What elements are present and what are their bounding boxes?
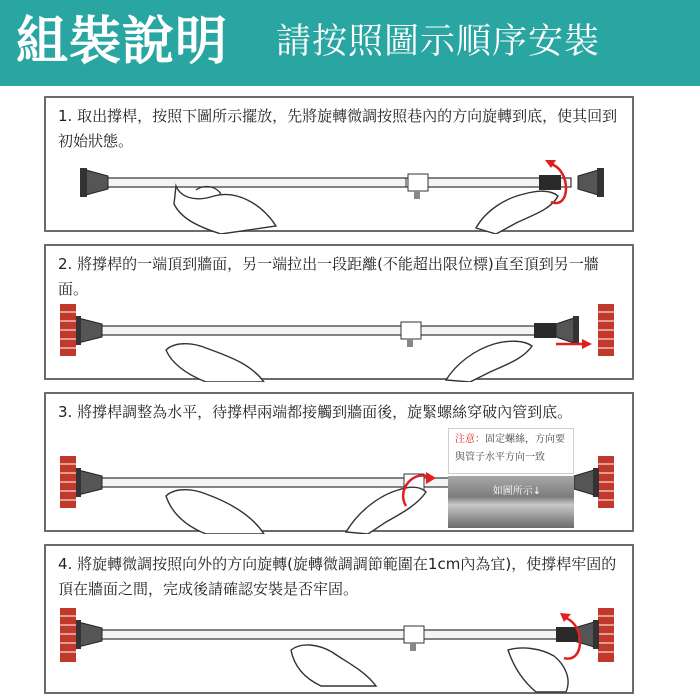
step-3-text: 3. 將撐桿調整為水平，待撐桿兩端都接觸到牆面後，旋緊螺絲穿破內管到底。	[58, 403, 573, 421]
step-2-text: 2. 將撐桿的一端頂到牆面，另一端拉出一段距離(不能超出限位標)直至頂到另一牆面。	[58, 255, 599, 298]
step-4-illustration	[46, 546, 636, 696]
step-2-illustration	[46, 246, 636, 382]
brick-wall-left	[60, 456, 76, 508]
page-subtitle: 請按照圖示順序安裝	[276, 22, 601, 62]
note-box	[448, 428, 574, 474]
page-title: 組裝說明	[16, 12, 229, 72]
step-1-text: 1. 取出撐桿，按照下圖所示擺放，先將旋轉微調按照巷內的方向旋轉到底，使其回到初始狀態。	[58, 107, 618, 150]
brick-wall-right	[598, 608, 614, 662]
note-text: 固定螺絲，方向要與管子水平方向一致	[455, 434, 565, 463]
photo-caption: 如圖所示↓	[492, 486, 542, 497]
step-4-text: 4. 將旋轉微調按照向外的方向旋轉(旋轉微調調節範圍在1cm內為宜)，使撐桿牢固的頂在牆面之間，完成後請確認安裝是否牢固。	[58, 555, 617, 598]
step-4-panel	[44, 544, 634, 694]
brick-wall-left	[60, 608, 76, 662]
step-1-illustration	[46, 98, 636, 234]
step-1-panel	[44, 96, 634, 232]
step-2-panel	[44, 244, 634, 380]
brick-wall-right	[598, 456, 614, 508]
brick-wall-left	[60, 304, 76, 356]
brick-wall-right	[598, 304, 614, 356]
header-banner	[0, 0, 700, 86]
note-label: 注意：	[455, 434, 485, 445]
